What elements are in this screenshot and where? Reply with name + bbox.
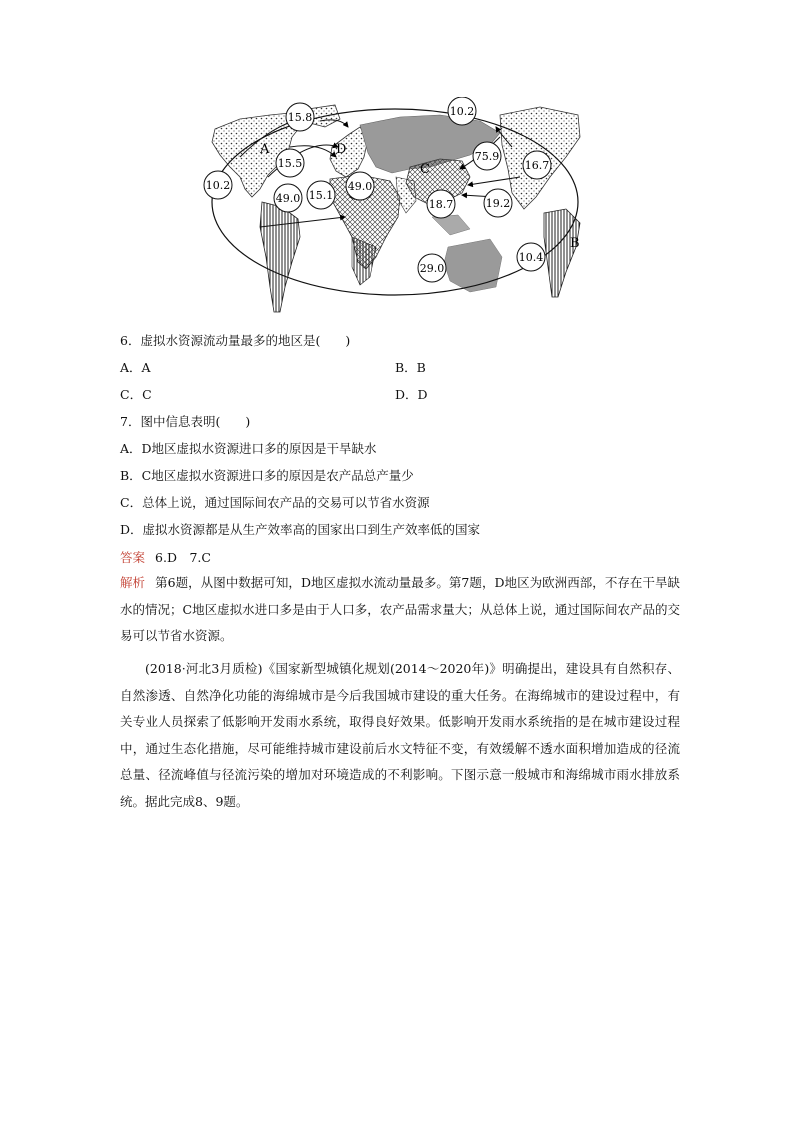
option-c[interactable]: C．C	[120, 387, 152, 402]
question-6-stem: 6．虚拟水资源流动量最多的地区是( )	[120, 333, 351, 348]
value-bubble	[427, 190, 455, 218]
option-c[interactable]: C．总体上说，通过国际间农产品的交易可以节省水资源	[120, 495, 430, 510]
value-bubble	[473, 142, 501, 170]
svg-text:15.8: 15.8	[287, 111, 313, 124]
option-a[interactable]: A．A	[120, 360, 151, 375]
reading-passage: (2018·河北3月质检)《国家新型城镇化规划(2014～2020年)》明确提出，建设具有自然积存、自然渗透、自然净化功能的海绵城市是今后我国城市建设的重大任务。在海绵城市的建设过程中，有关专业人员探索了低影响开发雨水系统，取得良好效果。低影响开发雨水系统指的是在城市建设过程中，通过生态化措施，尽可能维持城市建设前后水文特征不变，有效缓解不透水面积增加造成的径流总量、径流峰值与径流污染的增加对环境造成的不利影响。下图示意一般城市和海绵城市雨水排放系统。据此完成8、9题。	[120, 661, 680, 809]
value-bubble	[448, 97, 476, 125]
svg-text:16.7: 16.7	[524, 159, 550, 172]
svg-text:49.0: 49.0	[347, 180, 373, 193]
option-b[interactable]: B．C地区虚拟水资源进口多的原因是农产品总产量少	[120, 468, 414, 483]
option-b[interactable]: B．B	[395, 360, 426, 375]
answer-text: 6.D 7.C	[155, 550, 211, 565]
svg-text:18.7: 18.7	[428, 198, 454, 211]
value-bubble	[276, 149, 304, 177]
region-b-south-america	[544, 209, 580, 297]
value-bubble	[484, 189, 512, 217]
value-bubble	[307, 181, 335, 209]
value-bubble	[204, 171, 232, 199]
option-d[interactable]: D．D	[395, 387, 428, 402]
value-bubble	[274, 184, 302, 212]
answer-line	[120, 550, 211, 566]
south-america-land	[260, 202, 300, 312]
region-label-c: C	[420, 162, 430, 177]
analysis-paragraph	[120, 570, 680, 650]
region-label-d: D	[336, 142, 347, 157]
value-bubble	[517, 243, 545, 271]
svg-text:10.2: 10.2	[449, 105, 475, 118]
svg-text:15.1: 15.1	[308, 189, 334, 202]
analysis-text: 第6题，从图中数据可知，D地区虚拟水流动量最多。第7题，D地区为欧洲西部，不存在干旱缺水的情况；C地区虚拟水进口多是由于人口多，农产品需求量大；从总体上说，通过国际间农产品的交易可以节省水资源。	[120, 575, 680, 643]
value-bubble	[418, 254, 446, 282]
answer-label: 答案	[120, 550, 146, 565]
region-label-b: B	[570, 236, 580, 251]
value-bubble	[286, 103, 314, 131]
analysis-label: 解析	[120, 575, 146, 590]
australia-land	[444, 239, 502, 292]
svg-text:19.2: 19.2	[485, 197, 511, 210]
value-bubble	[523, 151, 551, 179]
svg-text:75.9: 75.9	[474, 150, 500, 163]
svg-text:15.5: 15.5	[277, 157, 303, 170]
svg-text:49.0: 49.0	[275, 192, 301, 205]
question-7-stem: 7．图中信息表明( )	[120, 414, 251, 429]
region-label-a: A	[260, 142, 270, 157]
virtual-water-flow-map	[200, 97, 590, 319]
value-bubble	[346, 172, 374, 200]
svg-text:29.0: 29.0	[419, 262, 445, 275]
svg-text:10.2: 10.2	[205, 179, 231, 192]
option-d[interactable]: D．虚拟水资源都是从生产效率高的国家出口到生产效率低的国家	[120, 522, 481, 537]
svg-text:10.4: 10.4	[518, 251, 544, 264]
option-a[interactable]: A．D地区虚拟水资源进口多的原因是干旱缺水	[120, 441, 377, 456]
